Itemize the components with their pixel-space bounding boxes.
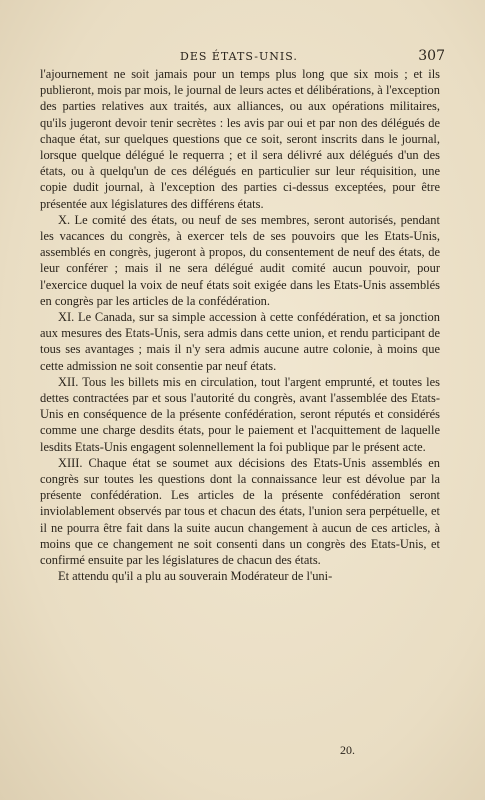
article-xiii: XIII. Chaque état se soumet aux décisions des Etats-Unis assemblés en congrès sur toutes les questions dont la connaissance leur est dévolue par la présente confédération. Les articles de la présente confédération seront inviolablement observés par tous et chacun des états, l'union sera perpétuelle, et il ne pourra être fait dans la suite aucun changement à aucun de ces articles, à moins que ce changement ne soit consenti dans un congrès des Etats-Unis, et confirmé ensuite par les législatures de chacun des états. <box>40 455 440 568</box>
signature-mark: 20. <box>340 743 355 757</box>
page-header <box>40 48 445 68</box>
page-number: 307 <box>418 48 445 64</box>
body-text <box>40 66 440 585</box>
article-x: X. Le comité des états, ou neuf de ses membres, seront autorisés, pendant les vacances du congrès, à exercer tels de ses pouvoirs que les Etats-Unis, assemblés en congrès, jugeront à propos, du consentement de neuf des états, de leur conférer ; mais il ne sera délégué audit comité aucun pouvoir, pour l'exercice duquel la voix de neuf états soit exigée dans les Etats-Unis assemblés en congrès par les articles de la confédération. <box>40 212 440 308</box>
paragraph-continuation: l'ajournement ne soit jamais pour un temps plus long que six mois ; et ils publieront, mois par mois, le journal de leurs actes et délibérations, à l'exception des parties relatives aux traités, aux alliances, ou aux opérations militaires, qu'ils jugeront devoir tenir secrètes : les avis par oui et par non des délégués de chaque état, sur quelques questions que ce soit, seront inscrits dans le journal, lorsque quelque délégué le requerra ; et il sera délivré aux délégués d'un des états, ou à quelqu'un de ces délégués en particulier sur leur réquisition, une copie dudit journal, à l'exception des parties ci-dessus exceptées, pour être présentée aux législatures des différens états. <box>40 67 440 211</box>
article-xi: XI. Le Canada, sur sa simple accession à cette confédération, et sa jonction aux mesures des Etats-Unis, sera admis dans cette union, et rendu participant de tous ses avantages ; mais il n'y sera admis aucune autre colonie, à moins que cette admission ne soit consentie par neuf états. <box>40 310 440 373</box>
closing-paragraph: Et attendu qu'il a plu au souverain Modérateur de l'uni- <box>58 569 333 584</box>
article-xii: XII. Tous les billets mis en circulation, tout l'argent emprunté, et toutes les dettes contractées par et sous l'autorité du congrès, avant l'assemblée des Etats-Unis en conséquence de la présente confédération, seront réputés et considérés comme une charge desdits états, pour le paiement et l'acquittement de laquelle lesdits Etats-Unis engagent solennellement la foi publique par le présent acte. <box>40 374 440 454</box>
running-head: DES ÉTATS-UNIS. <box>180 50 298 63</box>
